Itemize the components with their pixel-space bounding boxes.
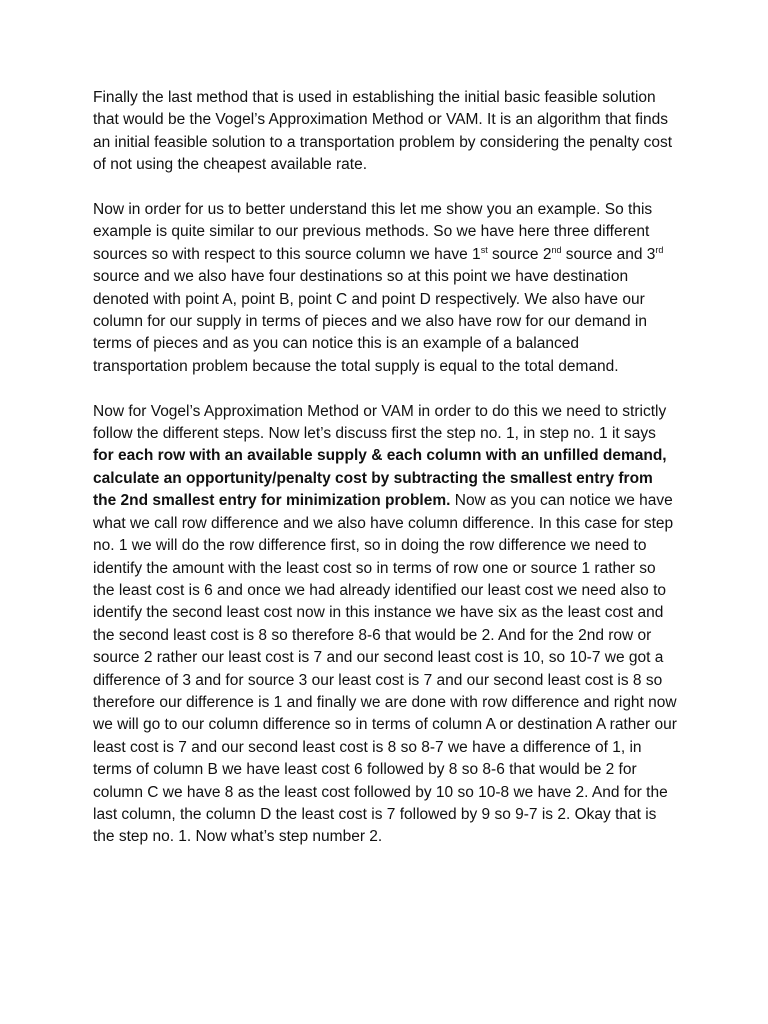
superscript-rd: rd <box>655 244 664 255</box>
step-one-bold-instruction: for each row with an available supply & each column with an unfilled demand, calculate an opportunity/penalty cost by subtracting the smallest entry from the 2nd smallest entry for minimization problem. <box>93 447 667 510</box>
paragraph-example-text-2: source 2 <box>487 245 552 263</box>
paragraph-example-text-1: Now in order for us to better understand this let me show you an example. So this example is quite similar to our previous methods. So we have here three different sources so with respect to this source column we have 1 <box>93 201 653 263</box>
paragraph-example-text-4: source and we also have four destinations so at this point we have destination denoted with point A, point B, point C and point D respectively. We also have our column for our supply in terms of pieces and we also have row for our demand in terms of pieces and as you can notice this is an example of a balanced transportation problem because the total supply is equal to the total demand. <box>93 268 647 375</box>
superscript-st: st <box>480 244 488 255</box>
paragraph-step-one-intro: Now for Vogel’s Approximation Method or VAM in order to do this we need to strictly follow the different steps. Now let’s discuss first the step no. 1, in step no. 1 it says <box>93 402 667 443</box>
paragraph-vam-intro: Finally the last method that is used in establishing the initial basic feasible solution that would be the Vogel’s Approximation Method or VAM. It is an algorithm that finds an initial feasible solution to a transportation problem by considering the penalty cost of not using the cheapest available rate. <box>93 89 673 174</box>
paragraph-example-text-3: source and 3 <box>561 245 656 263</box>
superscript-nd: nd <box>551 244 562 255</box>
paragraph-step-one <box>93 401 678 849</box>
document-body <box>93 87 678 849</box>
paragraph-example <box>93 199 678 378</box>
paragraph-step-one-explanation: Now as you can notice we have what we call row difference and we also have column difference. In this case for step no. 1 we will do the row difference first, so in doing the row difference we need to identify the amount with the least cost so in terms of row one or source 1 rather so the least cost is 6 and once we had already identified our least cost we need also to identify the second least cost now in this instance we have six as the least cost and the second least cost is 8 so therefore 8-6 that would be 2. And for the 2nd row or source 2 rather our least cost is 7 and our second least cost is 10, so 10-7 we got a difference of 3 and for source 3 our least cost is 7 and our second least cost is 8 so therefore our difference is 1 and finally we are done with row difference and right now we will go to our column difference so in terms of column A or destination A rather our least cost is 7 and our second least cost is 8 so 8-7 we have a difference of 1, in terms of column B we have least cost 6 followed by 8 so 8-6 that would be 2 for column C we have 8 as the least cost followed by 10 so 10-8 we have 2. And for the last column, the column D the least cost is 7 followed by 9 so 9-7 is 2. Okay that is the step no. 1. Now what’s step number 2. <box>93 492 677 846</box>
